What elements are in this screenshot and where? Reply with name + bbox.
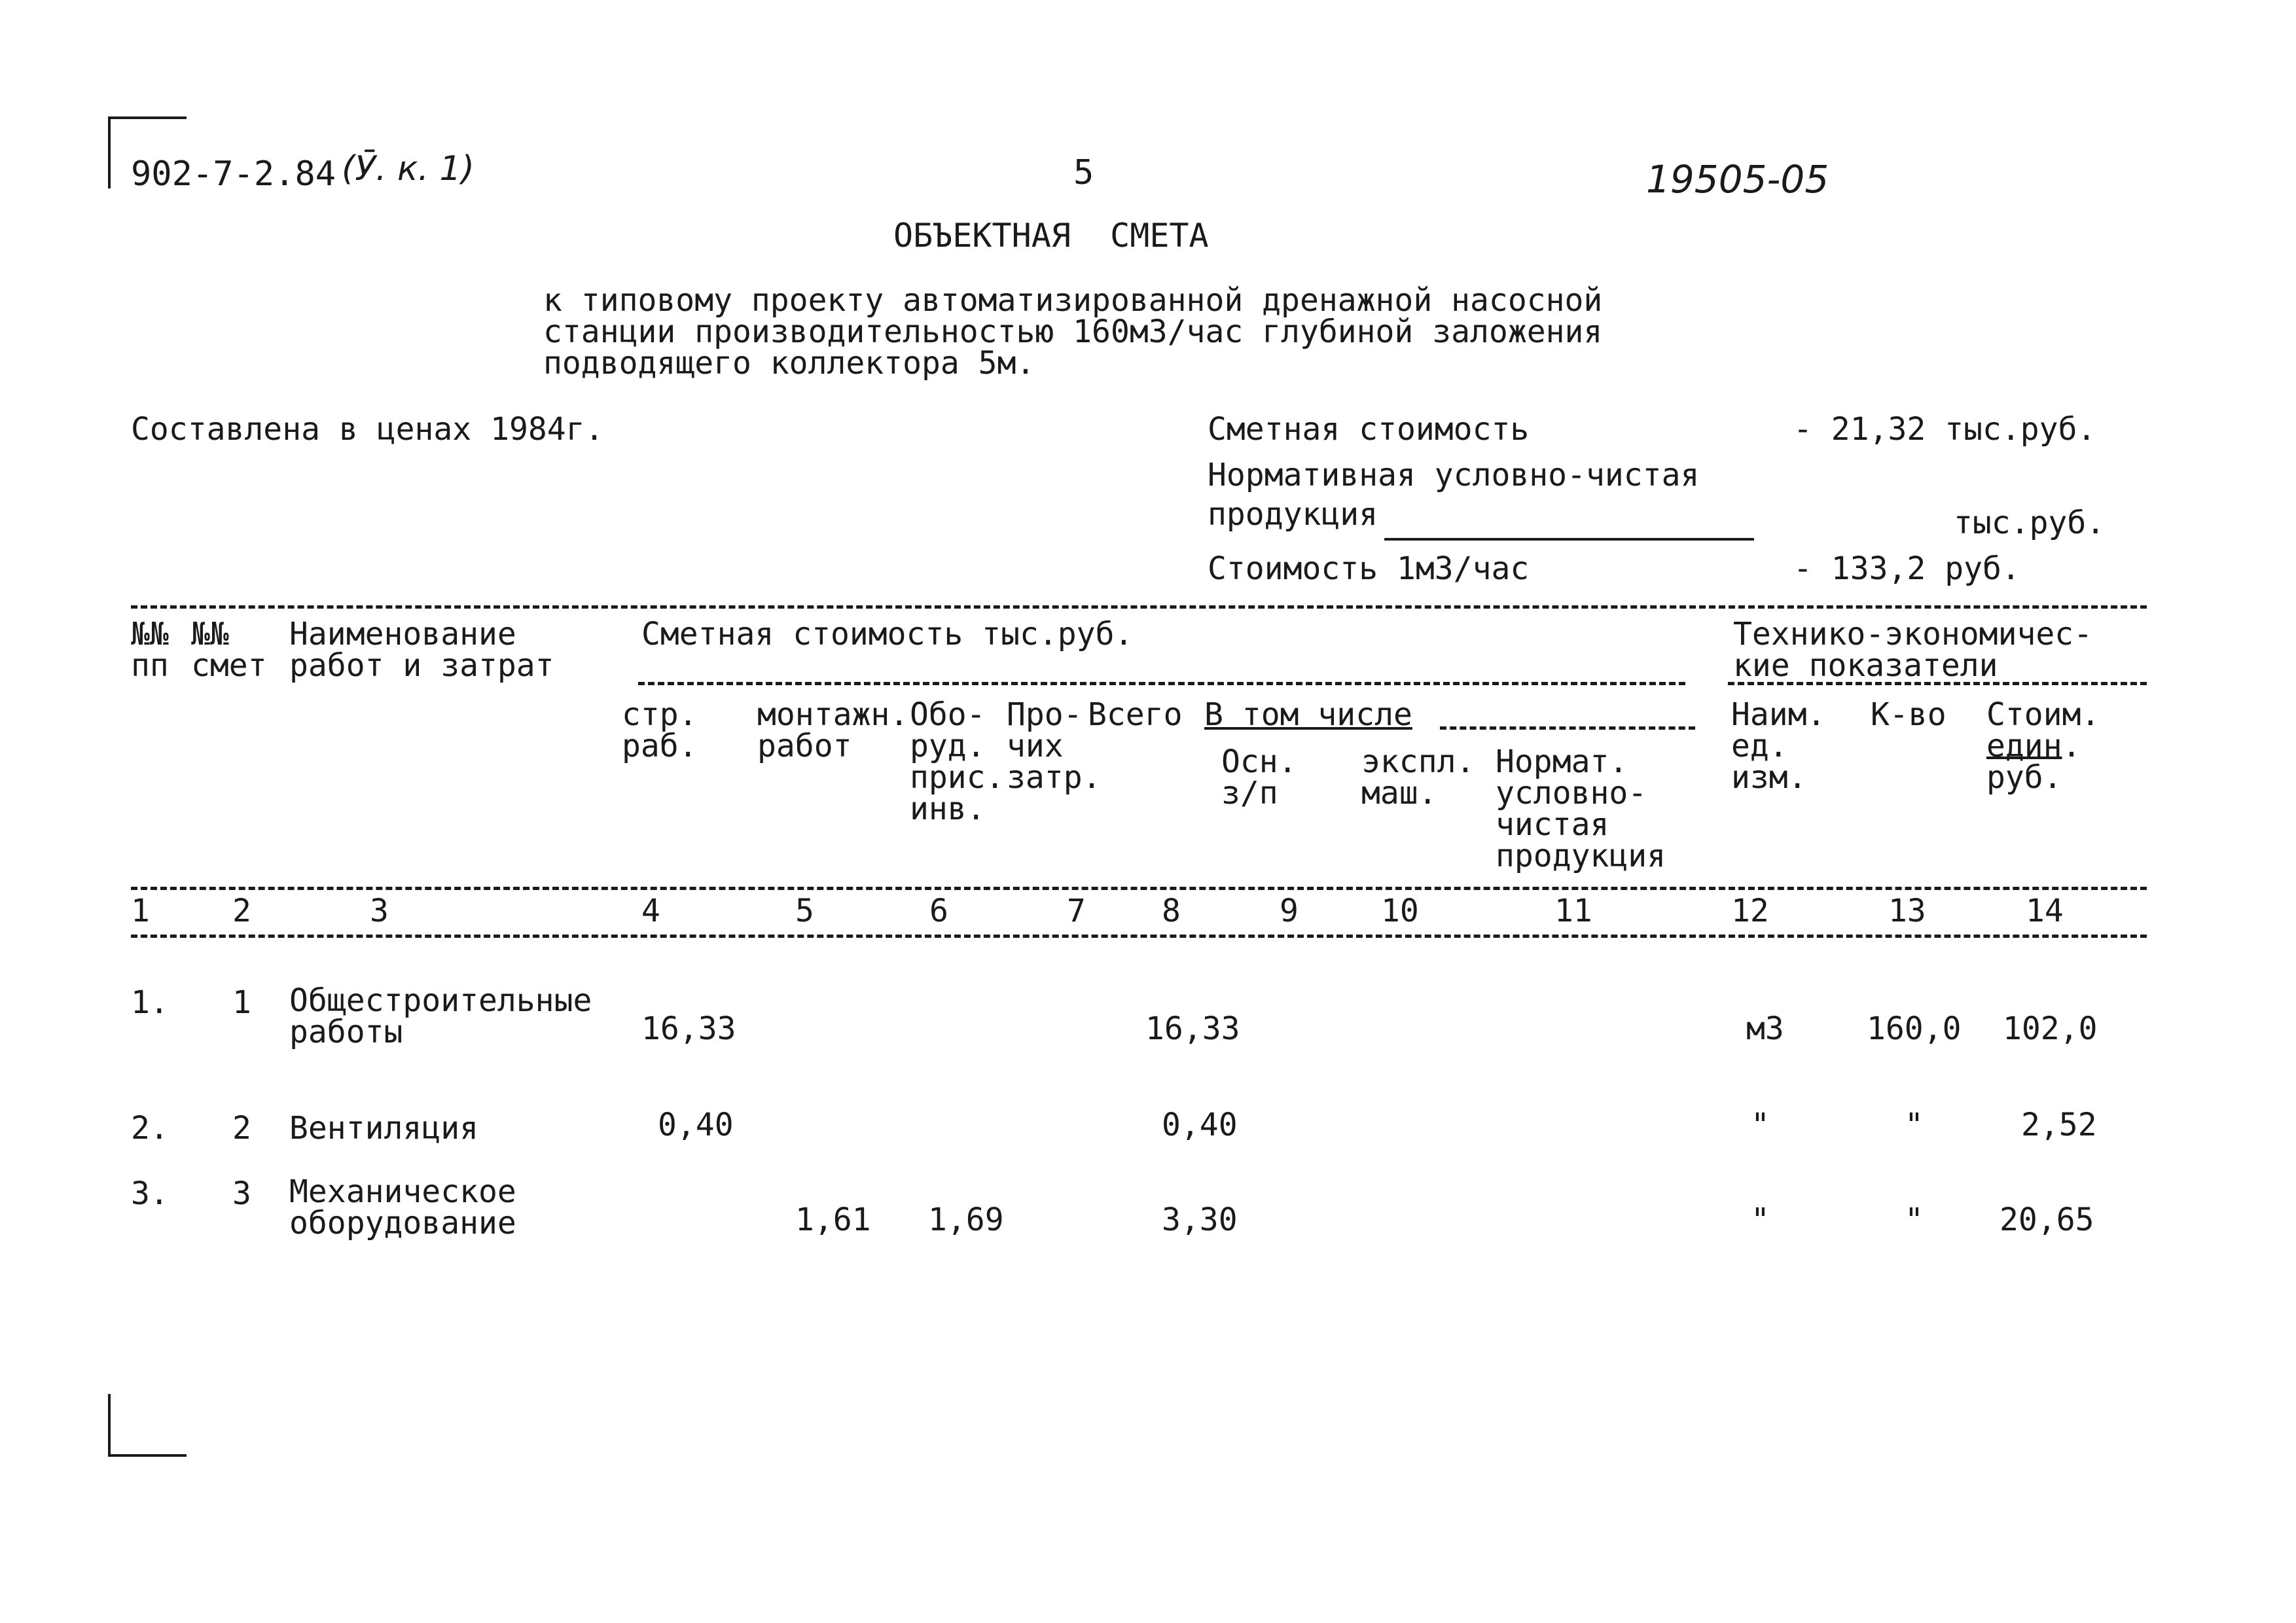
row-qty: " <box>1905 1107 1924 1143</box>
row-cost: 2,52 <box>2021 1107 2097 1143</box>
normative-label-2: продукция <box>1208 496 1378 533</box>
subtitle-line-1: к типовому проекту автоматизированной дренажной насосной <box>543 282 1603 319</box>
table-top-rule <box>131 605 2147 609</box>
cost-group-rule <box>638 682 1685 685</box>
header-col1: №№ пп <box>131 616 169 684</box>
header-c8: Всего <box>1088 696 1183 733</box>
normative-label-1: Нормативная условно-чистая <box>1208 457 1700 493</box>
column-number-6: 6 <box>929 893 948 929</box>
row-cost: 20,65 <box>2000 1202 2094 1238</box>
corner-mark-bottom-v <box>108 1394 111 1456</box>
corner-mark-top-h <box>108 116 187 119</box>
row-smet: 1 <box>232 984 251 1021</box>
row-str: 16,33 <box>641 1010 736 1047</box>
column-number-8: 8 <box>1162 893 1181 929</box>
column-numbers-rule <box>131 935 2147 938</box>
row-unit: " <box>1751 1107 1770 1143</box>
row-pp: 1. <box>131 984 169 1021</box>
doc-note: (Ӯ. к. 1) <box>342 149 475 188</box>
column-number-10: 10 <box>1381 893 1419 929</box>
normative-blank-line <box>1384 538 1754 541</box>
row-qty: 160,0 <box>1867 1010 1962 1047</box>
header-cost-group: Сметная стоимость тыс.руб. <box>641 616 1134 652</box>
row-name: Вентиляция <box>289 1110 478 1147</box>
incl-rule <box>1440 726 1695 730</box>
header-bottom-rule <box>131 887 2147 890</box>
header-c7: Про- чих затр. <box>1007 696 1102 796</box>
column-number-14: 14 <box>2026 893 2064 929</box>
unit-cost-value: - 133,2 руб. <box>1793 550 2020 587</box>
row-name: Механическое оборудование <box>289 1173 516 1241</box>
prices-note: Составлена в ценах 1984г. <box>131 411 604 448</box>
column-number-11: 11 <box>1554 893 1592 929</box>
normative-value: тыс.руб. <box>1954 505 2106 541</box>
estimated-cost-label: Сметная стоимость <box>1208 411 1530 448</box>
row-unit: м3 <box>1746 1010 1784 1047</box>
row-str: 0,40 <box>658 1107 734 1143</box>
header-col3: Наименование работ и затрат <box>289 616 554 684</box>
column-number-2: 2 <box>232 893 251 929</box>
column-number-12: 12 <box>1731 893 1769 929</box>
row-name: Общестроительные работы <box>289 982 592 1050</box>
row-pp: 2. <box>131 1110 169 1147</box>
header-c4: стр. раб. <box>622 696 698 764</box>
header-c9: Осн. з/п <box>1221 743 1297 812</box>
column-number-13: 13 <box>1888 893 1926 929</box>
row-cost: 102,0 <box>2003 1010 2098 1047</box>
row-smet: 2 <box>232 1110 251 1147</box>
header-c5: монтажн. работ <box>757 696 909 764</box>
corner-mark-top-v <box>108 116 111 188</box>
subtitle-line-3: подводящего коллектора 5м. <box>543 345 1035 382</box>
subtitle-line-2: станции производительностью 160м3/час глубиной заложения <box>543 313 1603 350</box>
column-number-4: 4 <box>641 893 660 929</box>
header-c6: Обо- руд. прис. инв. <box>910 696 1005 827</box>
column-number-5: 5 <box>795 893 814 929</box>
row-unit: " <box>1751 1202 1770 1238</box>
column-number-7: 7 <box>1067 893 1086 929</box>
header-tech-group: Технико-экономичес- кие показатели <box>1733 616 2093 684</box>
row-total: 3,30 <box>1162 1202 1238 1238</box>
doc-code: 902-7-2.84 <box>131 154 336 194</box>
header-c10: экспл. маш. <box>1361 743 1475 812</box>
header-c14: Стоим. един. руб. <box>1986 696 2100 796</box>
header-col2: №№ смет <box>191 616 267 684</box>
header-incl: В том числе <box>1204 696 1412 733</box>
page-number: 5 <box>1073 153 1094 192</box>
row-total: 0,40 <box>1162 1107 1238 1143</box>
column-number-1: 1 <box>131 893 150 929</box>
row-obor: 1,69 <box>928 1202 1004 1238</box>
row-total: 16,33 <box>1145 1010 1240 1047</box>
column-number-3: 3 <box>370 893 389 929</box>
stamp-number: 19505-05 <box>1646 157 1829 202</box>
estimated-cost-value: - 21,32 тыс.руб. <box>1793 411 2096 448</box>
column-number-9: 9 <box>1280 893 1299 929</box>
header-c13: К-во <box>1871 696 1946 733</box>
row-qty: " <box>1905 1202 1924 1238</box>
page-title: ОБЪЕКТНАЯ СМЕТА <box>893 217 1209 255</box>
row-pp: 3. <box>131 1175 169 1212</box>
header-c12: Наим. ед. изм. <box>1731 696 1826 796</box>
corner-mark-bottom-h <box>108 1454 187 1457</box>
header-c11: Нормат. условно- чистая продукция <box>1496 743 1666 874</box>
unit-cost-label: Стоимость 1м3/час <box>1208 550 1530 587</box>
row-smet: 3 <box>232 1175 251 1212</box>
row-mont: 1,61 <box>795 1202 871 1238</box>
